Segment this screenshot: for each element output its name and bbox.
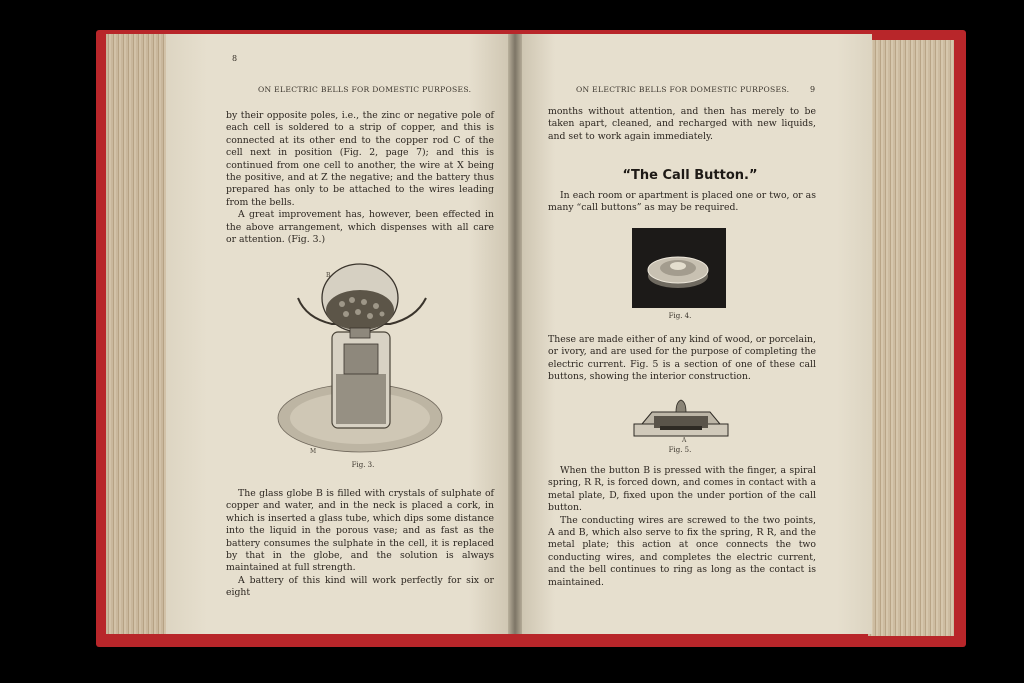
fig5-call-button-section xyxy=(632,396,730,440)
right-text-intro xyxy=(548,190,816,215)
fig3-caption: Fig. 3. xyxy=(351,461,375,469)
right-paragraph-5: The conducting wires are screwed to the two points, A and B, which also serve to fix the spring, R R, and the metal plate; this action at once connects the two conducting wires, and completes the electric current, and the bell continues to ring as long as the contact is maintained. xyxy=(548,514,816,588)
fig3-label-b: B xyxy=(326,272,331,279)
right-paragraph-4: When the button B is pressed with the finger, a spiral spring, R R, is forced down, and comes in contact with a metal plate, D, fixed upon the under portion of the call button. xyxy=(548,465,816,514)
left-paragraph-4: A battery of this kind will work perfectly for six or eight xyxy=(226,574,494,599)
right-page-number: 9 xyxy=(810,85,816,94)
left-page-edges xyxy=(106,34,168,634)
fig5-caption: Fig. 5. xyxy=(668,446,692,454)
left-paragraph-2: A great improvement has, however, been effected in the above arrangement, which dispenses with all care or attention. (Fig. 3.) xyxy=(226,209,494,246)
right-text-middle xyxy=(548,334,816,384)
fig3-battery-illustration xyxy=(276,258,448,458)
left-paragraph-1: by their opposite poles, i.e., the zinc or negative pole of each cell is soldered to a strip of copper, and this is connected at its other end to the copper rod C of the cell next in position (Fig. 2, page 7); and this is continued from one cell to another, the wire at X being the positive, and at Z the negative; and the battery thus prepared has only to be attached to the wires leading from the bells. xyxy=(226,110,494,208)
right-running-head: ON ELECTRIC BELLS FOR DOMESTIC PURPOSES. xyxy=(576,85,790,94)
left-text-top xyxy=(226,110,494,246)
fig5-label-a: A xyxy=(682,437,687,444)
fig3-label-m: M xyxy=(310,448,317,455)
right-paragraph-1: months without attention, and then has merely to be taken apart, cleaned, and recharged with new liquids, and set to work again immediately. xyxy=(548,106,816,142)
left-running-head: ON ELECTRIC BELLS FOR DOMESTIC PURPOSES. xyxy=(258,85,472,94)
right-paragraph-2: In each room or apartment is placed one or two, or as many “call buttons” as may be required. xyxy=(548,190,816,214)
left-text-bottom xyxy=(226,488,494,600)
right-text-top xyxy=(548,106,816,143)
right-text-bottom xyxy=(548,465,816,589)
left-paragraph-3: The glass globe B is filled with crystals of sulphate of copper and water, and in the neck is placed a cork, in which is inserted a glass tube, which dips some distance into the liquid in the porous vase; and as fast as the battery consumes the sulphate in the cell, it is replaced by that in the globe, and the solution is always maintained at full strength. xyxy=(226,488,494,574)
book-gutter xyxy=(508,34,522,634)
fig4-caption: Fig. 4. xyxy=(668,312,692,320)
right-page-edges xyxy=(868,40,954,636)
right-paragraph-3: These are made either of any kind of wood, or porcelain, or ivory, and are used for the purpose of completing the electric current. Fig. 5 is a section of one of these call buttons, showing the interior construction. xyxy=(548,334,816,383)
fig4-call-button-photo xyxy=(632,228,726,308)
left-page-number: 8 xyxy=(232,54,238,63)
section-heading: “The Call Button.” xyxy=(622,168,758,183)
